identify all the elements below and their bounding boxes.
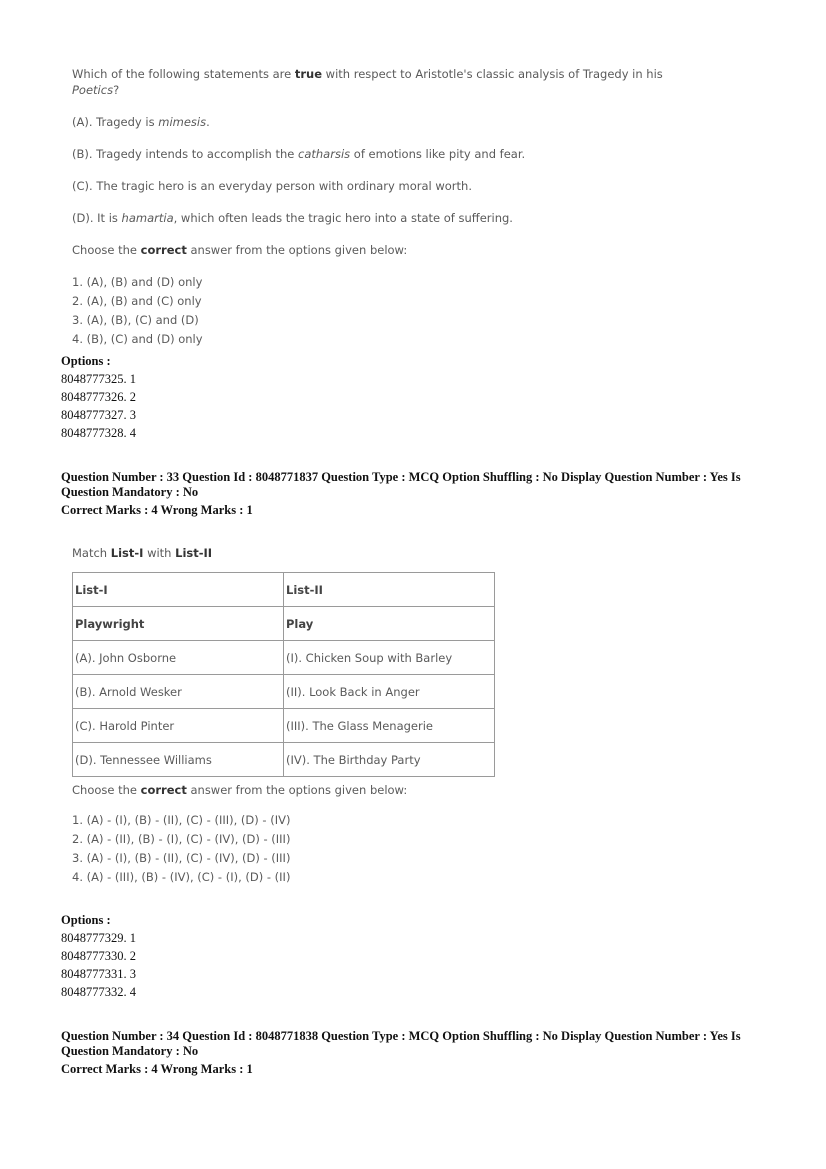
answer-item: 2. (A) - (II), (B) - (I), (C) - (IV), (D) - (III) [72,832,291,846]
table-subheader-row [73,607,495,641]
table-cell: (IV). The Birthday Party [284,743,495,777]
table-header-cell: List-I [73,573,284,607]
statement-c: (C). The tragic hero is an everyday person with ordinary moral worth. [72,179,472,193]
options-label: Options : [61,913,111,927]
answer-item: 1. (A), (B) and (D) only [72,275,203,289]
answer-item: 4. (B), (C) and (D) only [72,332,203,346]
question-32-body [72,66,712,349]
table-cell: (B). Arnold Wesker [73,675,284,709]
option-item: 8048777330. 2 [61,949,136,963]
option-item: 8048777325. 1 [61,372,136,386]
answer-item: 3. (A) - (I), (B) - (II), (C) - (IV), (D) - (III) [72,851,291,865]
answer-item: 4. (A) - (III), (B) - (IV), (C) - (I), (D) - (II) [72,870,291,884]
option-item: 8048777328. 4 [61,426,136,440]
marks-line: Correct Marks : 4 Wrong Marks : 1 [61,503,253,517]
question-meta-line: Question Number : 34 Question Id : 8048771838 Question Type : MCQ Option Shuffling : No Display Question Number : Yes Is Question Mandatory : No [61,1029,741,1058]
answer-item: 1. (A) - (I), (B) - (II), (C) - (III), (D) - (IV) [72,813,291,827]
question-32-stem: Which of the following statements are true with respect to Aristotle's classic analysis of Tragedy in his Poetics? [72,67,663,97]
option-item: 8048777332. 4 [61,985,136,999]
option-item: 8048777329. 1 [61,931,136,945]
table-cell: (III). The Glass Menagerie [284,709,495,743]
table-header-row [73,573,495,607]
table-cell: (A). John Osborne [73,641,284,675]
question-34-meta [61,1029,761,1077]
question-meta-line: Question Number : 33 Question Id : 8048771837 Question Type : MCQ Option Shuffling : No Display Question Number : Yes Is Question Mandatory : No [61,470,741,499]
table-cell: (II). Look Back in Anger [284,675,495,709]
options-block-32 [61,352,136,442]
statement-a: (A). Tragedy is mimesis. [72,115,210,129]
option-item: 8048777331. 3 [61,967,136,981]
option-item: 8048777326. 2 [61,390,136,404]
answer-item: 2. (A), (B) and (C) only [72,294,202,308]
options-block-33 [61,911,136,1001]
match-table [72,572,495,777]
table-row [73,675,495,709]
table-cell: (C). Harold Pinter [73,709,284,743]
table-row [73,743,495,777]
option-item: 8048777327. 3 [61,408,136,422]
table-header-cell: List-II [284,573,495,607]
table-row [73,709,495,743]
table-row [73,641,495,675]
marks-line: Correct Marks : 4 Wrong Marks : 1 [61,1062,253,1076]
statement-d: (D). It is hamartia, which often leads the tragic hero into a state of suffering. [72,211,513,225]
choose-instruction: Choose the correct answer from the options given below: [72,783,408,797]
statement-b: (B). Tragedy intends to accomplish the catharsis of emotions like pity and fear. [72,147,526,161]
answer-item: 3. (A), (B), (C) and (D) [72,313,199,327]
question-33-meta [61,470,761,518]
table-cell: (I). Chicken Soup with Barley [284,641,495,675]
answer-list [72,811,712,887]
table-subheader-cell: Playwright [73,607,284,641]
options-label: Options : [61,354,111,368]
table-subheader-cell: Play [284,607,495,641]
question-33-body [72,546,712,887]
match-instruction: Match List-I with List-II [72,546,213,560]
choose-instruction: Choose the correct answer from the options given below: [72,243,408,257]
table-cell: (D). Tennessee Williams [73,743,284,777]
answer-list [72,273,712,349]
